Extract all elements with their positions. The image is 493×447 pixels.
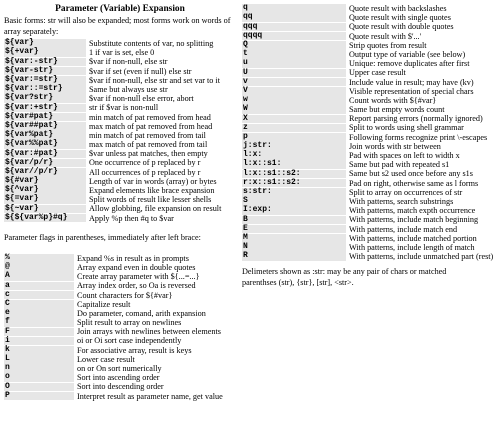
syntax-description: Upper case result <box>349 68 406 78</box>
table-row <box>242 188 470 197</box>
syntax-description: str if $var is non-null <box>89 103 159 113</box>
syntax-description: One occurrence of p replaced by r <box>89 158 201 168</box>
table-row <box>4 281 236 290</box>
syntax-key: W <box>242 105 346 114</box>
syntax-key: Q <box>242 41 346 50</box>
table-row <box>242 76 474 87</box>
table-row <box>242 177 479 188</box>
table-row <box>242 113 483 124</box>
syntax-description: Quote result with single quotes <box>349 13 451 23</box>
table-row <box>4 254 236 263</box>
syntax-description: With patterns, search substrings <box>349 196 454 206</box>
syntax-key: O <box>4 383 74 392</box>
syntax-key: ${var%%pat} <box>4 140 86 149</box>
syntax-key: j:str: <box>242 142 346 151</box>
syntax-key: L <box>4 355 74 364</box>
table-row <box>242 105 470 114</box>
syntax-description: Join arrays with newlines between elements <box>77 327 221 337</box>
table-row <box>4 272 236 281</box>
syntax-key: qqq <box>242 23 346 32</box>
syntax-key: i <box>4 337 74 346</box>
table-row <box>242 123 470 132</box>
syntax-key: ${^var} <box>4 186 86 195</box>
syntax-key: f <box>4 318 74 327</box>
basic-forms-table <box>4 39 236 223</box>
syntax-description: $var if set (even if null) else str <box>89 66 192 76</box>
table-row <box>4 336 236 345</box>
table-row <box>242 214 479 225</box>
syntax-description: Report parsing errors (normally ignored) <box>349 114 483 124</box>
syntax-key: v <box>242 78 346 87</box>
table-row <box>4 309 236 318</box>
syntax-key: ${var:#pat} <box>4 150 86 159</box>
table-row <box>4 214 236 223</box>
syntax-description: $var if non-null, else str <box>89 57 168 67</box>
syntax-description: Same but pad with repeated s1 <box>349 160 450 170</box>
table-row <box>242 225 470 234</box>
table-row <box>242 131 488 142</box>
intro-text: Basic forms: str will also be expanded; most forms work on words of array separately: <box>4 16 231 36</box>
table-row <box>4 300 236 309</box>
syntax-description: Do parameter, comand, arith expansion <box>77 308 206 318</box>
section-title: Parameter (Variable) Expansion <box>55 4 185 14</box>
syntax-description: With patterns, include match beginning <box>349 215 479 225</box>
syntax-description: Expand elements like brace expansion <box>89 186 215 195</box>
syntax-key: S <box>242 197 346 206</box>
table-row <box>4 291 236 300</box>
syntax-key: C <box>4 300 74 309</box>
syntax-description: Substitute contents of var, no splitting <box>89 39 214 48</box>
table-row <box>242 242 475 252</box>
syntax-key: U <box>242 69 346 78</box>
syntax-key: qqqq <box>242 32 346 41</box>
syntax-key: c <box>4 291 74 300</box>
table-row <box>4 364 236 373</box>
syntax-description: 1 if var is set, else 0 <box>89 48 155 58</box>
syntax-key: l:x::s1: <box>242 160 346 169</box>
syntax-description: Count characters for ${#var} <box>77 290 173 300</box>
syntax-description: Following forms recognize print \-escapes <box>349 132 488 142</box>
table-row <box>4 346 236 355</box>
syntax-key: ${+var} <box>4 48 86 57</box>
table-row <box>4 195 236 204</box>
syntax-description: on or On sort numerically <box>77 364 162 373</box>
syntax-key: ${var:-str} <box>4 58 86 67</box>
syntax-key: p <box>242 133 346 142</box>
syntax-key: l:x: <box>242 151 346 160</box>
syntax-description: Unique: remove duplicates after first <box>349 59 470 69</box>
syntax-description: With patterns, include matched portion <box>349 233 477 243</box>
syntax-key: ${var//p/r} <box>4 168 86 177</box>
syntax-key: I:exp: <box>242 206 346 215</box>
syntax-key: a <box>4 282 74 291</box>
table-row <box>242 142 470 151</box>
syntax-key: M <box>242 234 346 243</box>
table-row <box>242 41 470 50</box>
syntax-description: Expand %s in result as in prompts <box>77 253 189 263</box>
syntax-description: Split to words using shell grammar <box>349 123 464 133</box>
table-row <box>242 22 470 31</box>
syntax-description: $var if non-null else error, abort <box>89 94 194 104</box>
section-gap <box>4 223 236 232</box>
syntax-key: t <box>242 50 346 59</box>
syntax-description: max match of pat removed from head <box>89 121 213 131</box>
table-row <box>4 140 236 149</box>
syntax-key: ${var#pat} <box>4 113 86 122</box>
syntax-key: ${~var} <box>4 205 86 214</box>
syntax-description: Split to array on occurrences of str <box>349 187 463 197</box>
table-row <box>4 355 236 364</box>
syntax-key: e <box>4 309 74 318</box>
syntax-key: ${var-str} <box>4 67 86 76</box>
syntax-description: Include value in result; may have (kv) <box>349 77 474 87</box>
syntax-description: min match of pat removed from tail <box>89 130 206 140</box>
table-row <box>242 205 476 216</box>
flags-table-left <box>4 254 236 401</box>
syntax-description: With patterns, match expth occurrence <box>349 206 476 216</box>
table-row <box>242 59 470 68</box>
syntax-description: Split words of result like lesser shells <box>89 195 212 205</box>
syntax-description: Apply %p then #q to $var <box>89 213 174 223</box>
table-row <box>242 68 470 77</box>
syntax-description: $var if non-null, else str and set var to it <box>89 75 220 85</box>
syntax-description: Array expand even in double quotes <box>77 262 196 272</box>
syntax-description: With patterns, include length of match <box>349 242 475 252</box>
syntax-key: % <box>4 254 74 263</box>
syntax-key: @ <box>4 263 74 272</box>
syntax-description: Quote result with $'...' <box>349 31 422 41</box>
table-row <box>4 382 236 391</box>
syntax-key: N <box>242 243 346 252</box>
syntax-key: r:x::s1::s2: <box>242 179 346 188</box>
table-row <box>242 96 470 105</box>
syntax-key: o <box>4 373 74 382</box>
syntax-description: All occurrences of p replaced by r <box>89 167 201 177</box>
table-row <box>242 4 470 13</box>
syntax-description: Create array parameter with ${...=...} <box>77 272 200 282</box>
syntax-description: max match of pat removed from tail <box>89 140 208 150</box>
table-row <box>4 392 236 401</box>
syntax-key: A <box>4 272 74 281</box>
syntax-description: Same but empty words count <box>349 105 445 115</box>
left-column <box>4 4 236 401</box>
table-row <box>4 318 236 327</box>
syntax-key: ${${var%p}#q} <box>4 214 86 223</box>
syntax-key: q <box>242 4 346 13</box>
syntax-key: w <box>242 96 346 105</box>
syntax-key: ${var::=str} <box>4 85 86 94</box>
delimiter-note: Delimeters shown as :str: may be any pair of chars or matched parenthses (str), {str}, [str], <str>. <box>242 267 447 288</box>
table-row <box>242 13 470 22</box>
syntax-description: Interpret result as parameter name, get value <box>77 391 223 401</box>
syntax-description: Output type of variable (see below) <box>349 49 466 59</box>
table-row <box>4 263 236 272</box>
syntax-key: ${var?str} <box>4 94 86 103</box>
syntax-key: V <box>242 87 346 96</box>
syntax-description: Count words with ${#var} <box>349 95 437 105</box>
table-row <box>242 232 477 243</box>
table-row <box>4 373 236 382</box>
syntax-description: Length of var in words (array) or bytes <box>89 176 217 186</box>
table-row <box>4 327 236 336</box>
syntax-description: With patterns, include unmatched part (rest) <box>349 252 493 262</box>
syntax-description: Array index order, so Oa is reversed <box>77 281 196 291</box>
syntax-description: Capitalize result <box>77 299 131 309</box>
syntax-key: z <box>242 124 346 133</box>
table-row <box>4 48 236 57</box>
table-row <box>242 32 470 41</box>
syntax-key: l:x::s1::s2: <box>242 170 346 179</box>
syntax-key: ${var} <box>4 39 86 48</box>
syntax-key: u <box>242 59 346 68</box>
table-row <box>242 50 470 59</box>
syntax-key: ${var/p/r} <box>4 159 86 168</box>
syntax-description: Lower case result <box>77 354 135 364</box>
syntax-key: F <box>4 328 74 337</box>
syntax-key: ${var:=str} <box>4 76 86 85</box>
table-row <box>242 85 474 96</box>
syntax-description: With patterns, include match end <box>349 224 458 234</box>
right-column <box>242 3 493 288</box>
flags-intro-text: Parameter flags in parentheses, immediately after left brace: <box>4 232 201 242</box>
syntax-description: oi or Oi sort case independently <box>77 336 182 346</box>
table-row <box>4 94 236 103</box>
syntax-key: ${var##pat} <box>4 122 86 131</box>
syntax-description: Join words with str between <box>349 141 441 151</box>
syntax-key: ${var:+str} <box>4 104 86 113</box>
syntax-key: R <box>242 252 346 261</box>
syntax-key: X <box>242 115 346 124</box>
syntax-key: ${var%pat} <box>4 131 86 140</box>
syntax-key: n <box>4 364 74 373</box>
table-row <box>242 160 470 169</box>
table-row <box>242 197 470 206</box>
syntax-description: Visible representation of special chars <box>349 86 474 96</box>
syntax-description: For associative array, result is keys <box>77 345 192 355</box>
syntax-description: Split result to array on newlines <box>77 318 182 328</box>
syntax-description: Quote result with backslashes <box>349 4 447 13</box>
syntax-key: E <box>242 225 346 234</box>
syntax-key: ${#var} <box>4 177 86 186</box>
syntax-key: s:str: <box>242 188 346 197</box>
syntax-description: Same but always use str <box>89 84 168 94</box>
syntax-description: Sort into ascending order <box>77 373 160 383</box>
syntax-key: ${=var} <box>4 195 86 204</box>
syntax-description: Quote result with double quotes <box>349 22 454 32</box>
syntax-description: Strip quotes from result <box>349 40 427 50</box>
syntax-key: qq <box>242 13 346 22</box>
syntax-description: Allow globbing, file expansion on result <box>89 204 222 214</box>
syntax-description: $var unless pat matches, then empty <box>89 149 208 159</box>
syntax-description: Pad with spaces on left to width x <box>349 151 460 160</box>
syntax-description: min match of pat removed from head <box>89 112 211 122</box>
syntax-description: Same but s2 used once before any s1s <box>349 169 473 179</box>
syntax-key: P <box>4 392 74 401</box>
syntax-description: Pad on right, otherwise same as l forms <box>349 178 479 188</box>
table-row <box>242 251 493 262</box>
syntax-key: k <box>4 346 74 355</box>
flags-table-right <box>242 3 493 262</box>
syntax-key: B <box>242 216 346 225</box>
syntax-description: Sort into descending order <box>77 382 164 392</box>
